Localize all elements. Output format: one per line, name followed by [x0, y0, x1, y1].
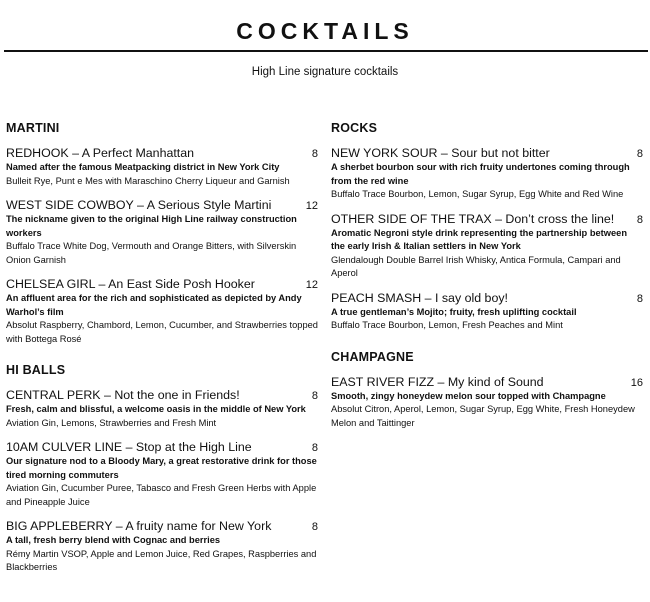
right-column — [331, 121, 643, 440]
menu-item — [6, 277, 318, 346]
item-price: 12 — [305, 200, 318, 212]
menu-item — [6, 440, 318, 509]
menu-item — [331, 375, 643, 431]
item-price: 8 — [311, 442, 318, 454]
menu-item — [6, 198, 318, 267]
item-price: 12 — [305, 279, 318, 291]
item-price: 8 — [636, 148, 643, 160]
title-divider — [4, 50, 648, 52]
item-ingredients: Buffalo Trace White Dog, Vermouth and Orange Bitters, with Silverskin Onion Garnish — [6, 241, 297, 265]
section-title-champagne: CHAMPAGNE — [331, 349, 414, 364]
left-column — [6, 121, 318, 585]
item-name: NEW YORK SOUR – Sour but not bitter — [331, 146, 550, 160]
menu-item — [331, 212, 643, 281]
item-name: BIG APPLEBERRY – A fruity name for New York — [6, 519, 272, 533]
item-name: EAST RIVER FIZZ – My kind of Sound — [331, 374, 544, 389]
section-title-martini: MARTINI — [6, 121, 60, 135]
item-tagline: Named after the famous Meatpacking district in New York City — [6, 162, 280, 172]
item-name: OTHER SIDE OF THE TRAX – Don’t cross the line! — [331, 211, 615, 226]
item-price: 16 — [630, 376, 643, 389]
menu-item — [331, 291, 643, 333]
item-ingredients: Absolut Citron, Aperol, Lemon, Sugar Syrup, Egg White, Fresh Honeydew Melon and Taittinger — [331, 404, 635, 428]
item-name: PEACH SMASH – I say old boy! — [331, 290, 508, 305]
item-ingredients: Glendalough Double Barrel Irish Whisky, Antica Formula, Campari and Aperol — [331, 254, 621, 278]
item-tagline: Aromatic Negroni style drink representing the partnership between the early Irish & Italian settlers in New York — [331, 227, 628, 251]
item-price: 8 — [311, 521, 318, 533]
item-price: 8 — [636, 213, 643, 226]
item-ingredients: Absolut Raspberry, Chambord, Lemon, Cucumber, and Strawberries topped with Bottega Rosé — [6, 320, 318, 344]
item-ingredients: Rémy Martin VSOP, Apple and Lemon Juice, Red Grapes, Raspberries and Blackberries — [6, 548, 317, 572]
item-price: 8 — [311, 148, 318, 160]
item-ingredients: Bulleit Rye, Punt e Mes with Maraschino Cherry Liqueur and Garnish — [6, 175, 290, 186]
item-name: CHELSEA GIRL – An East Side Posh Hooker — [6, 277, 255, 291]
item-name: 10AM CULVER LINE – Stop at the High Line — [6, 440, 252, 454]
item-name: WEST SIDE COWBOY – A Serious Style Martini — [6, 198, 272, 212]
item-name: REDHOOK – A Perfect Manhattan — [6, 146, 195, 160]
item-tagline: Our signature nod to a Bloody Mary, a great restorative drink for those tired morning commuters — [6, 456, 317, 480]
item-tagline: A sherbet bourbon sour with rich fruity undertones coming through from the red wine — [331, 162, 630, 186]
item-ingredients: Buffalo Trace Bourbon, Lemon, Sugar Syrup, Egg White and Red Wine — [331, 189, 624, 199]
section-title-rocks: ROCKS — [331, 121, 378, 135]
item-tagline: Smooth, zingy honeydew melon sour topped with Champagne — [331, 390, 606, 401]
menu-item — [6, 146, 318, 188]
item-tagline: The nickname given to the original High Line railway construction workers — [6, 214, 297, 238]
item-tagline: Fresh, calm and blissful, a welcome oasis in the middle of New York — [6, 404, 306, 414]
page-title: COCKTAILS — [236, 18, 414, 44]
item-ingredients: Aviation Gin, Cucumber Puree, Tabasco and Fresh Green Herbs with Apple and Pineapple Juice — [6, 483, 317, 507]
page-subtitle: High Line signature cocktails — [251, 66, 399, 78]
item-price: 8 — [311, 390, 318, 402]
menu-item — [6, 388, 318, 430]
item-tagline: An affluent area for the rich and sophisticated as depicted by Andy Warhol’s film — [6, 293, 302, 317]
menu-item — [6, 519, 318, 575]
item-ingredients: Aviation Gin, Lemons, Strawberries and Fresh Mint — [6, 417, 217, 428]
item-tagline: A true gentleman’s Mojito; fruity, fresh uplifting cocktail — [331, 306, 577, 317]
section-title-hiballs: HI BALLS — [6, 363, 66, 377]
item-ingredients: Buffalo Trace Bourbon, Lemon, Fresh Peaches and Mint — [331, 320, 563, 330]
menu-item — [331, 146, 643, 202]
item-tagline: A tall, fresh berry blend with Cognac and berries — [6, 535, 221, 545]
item-price: 8 — [636, 292, 643, 305]
item-name: CENTRAL PERK – Not the one in Friends! — [6, 388, 240, 402]
